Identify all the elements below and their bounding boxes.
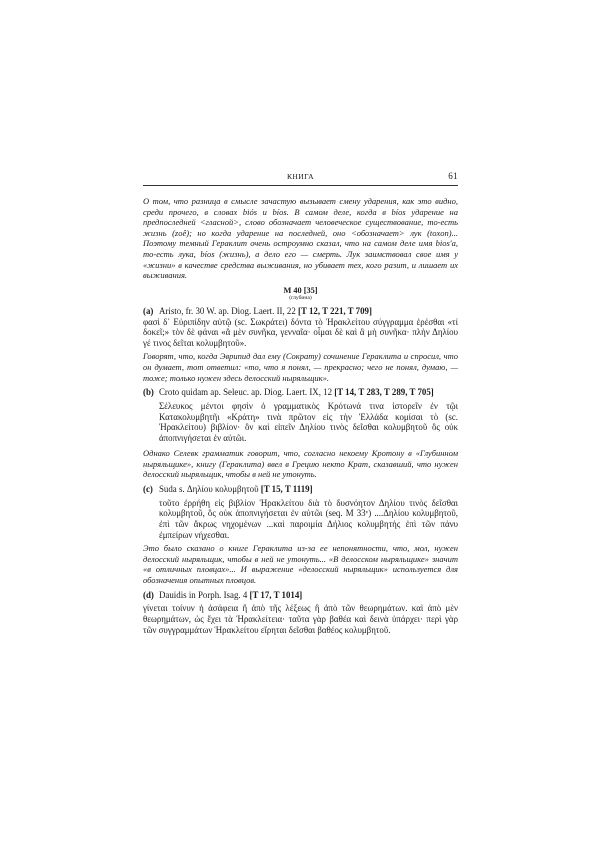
source-label: (a): [143, 305, 154, 316]
citation-text: Croto quidam ap. Seleuc. ap. Diog. Laert. IX, 12: [159, 387, 335, 398]
testimonia-refs: [T 17, T 1014]: [249, 589, 303, 600]
fragment-subheading: (глубина): [289, 294, 312, 301]
translation-text: Говорят, что, когда Эврипид дал ему (Сократу) сочинение Гераклита и спросил, что он думает, тот ответил: «то, что я понял, — прекрасно; чего не понял, думаю, — тоже; только нужен здесь делосский ныряльщик».: [143, 351, 458, 383]
citation-text: Aristo, fr. 30 W. ap. Diog. Laert. II, 22: [159, 305, 299, 316]
source-label: (d): [143, 589, 154, 600]
source-citation: [143, 484, 458, 495]
source-label: (c): [143, 484, 153, 495]
testimonia-refs: [T 15, T 1119]: [260, 484, 313, 495]
greek-text: γίνεται τοίνυν ἡ ἀσάφεια ἢ ἀπὸ τῆς λέξεως ἢ ἀπὸ τῶν θεωρημάτων. καὶ ἀπὸ μὲν θεωρημάτων, ὡς ἔχει τὰ Ἡρακλείτεια· ταῦτα γὰρ βαθέα καὶ δεινὰ ὑπάρχει· περὶ γὰρ τῶν συγγραμμάτων Ἡρακλείτου εἴρηται δεῖσθαι βαθέος κολυμβητοῦ.: [143, 603, 458, 635]
greek-text: Σέλευκος μέντοι φησὶν ὁ γραμματικὸς Κρότωνά τινα ἱστορεῖν ἐν τῷι Κατακολυμβητῆι «Κράτη» τινὰ πρῶτον εἰς τὴν Ἑλλάδα κομίσαι τὸ (sc. Ἡρακλείτου) βιβλίον· ὃν καὶ εἰπεῖν Δηλίου τινὸς δεῖσθαι κολυμβητοῦ ὃς οὐκ ἀποπνιγήσεται ἐν αὐτῶι.: [159, 400, 458, 443]
testimonia-refs: [T 14, T 283, T 289, T 705]: [334, 387, 434, 398]
running-title: КНИГА: [286, 172, 315, 181]
translation-text: Однако Селевк грамматик говорит, что, согласно некоему Кротону в «Глубинном ныряльщике», книгу (Гераклита) ввел в Грецию некто Крат, сказавший, что нужен делосский ныряльщик, чтобы в ней не утонуть.: [143, 448, 458, 480]
running-header: [143, 171, 458, 186]
source-label: (b): [143, 387, 154, 398]
source-citation: [143, 306, 458, 317]
intro-paragraph: О том, что разница в смысле зачастую вызывает смену ударения, как это видно, среди прочего, в словах biós и bíos. В самом деле, когда в bíos ударение на предпоследней <гласной>, слово обозначает человеческое существование, то-есть жизнь (zoê); но когда ударение на последней, оно <обозначает> лук (toxon)... Поэтому темный Гераклит очень остроумно сказал, что на самом деле имя bios'a, то-есть лука, bíos (жизнь), а дело его — смерть. Лук заимствовал свое имя у «жизни» в качестве средства выживания, но убивает тех, кого разит, и лишает их выживания.: [143, 196, 458, 281]
greek-text: φασὶ δ᾽ Εὐριπίδην αὐτῷ (sc. Σωκράτει) δόντα τὸ Ἡρακλείτου σύγγραμμα ἐρέσθαι «τί δοκεῖ;» τὸν δὲ φάναι «ἃ μὲν συνῆκα, γενναῖα· οἶμαι δὲ καὶ ἃ μὴ συνῆκα· πλὴν Δηλίου γέ τινος δεῖται κολυμβητοῦ».: [143, 316, 458, 348]
page-body: [143, 190, 458, 635]
greek-text: τοῦτο ἐρρήθη εἰς βιβλίον Ἡρακλείτου διὰ τὸ δυσνόητον Δηλίου τινὸς δεῖσθαι κολυμβητοῦ, ὃς οὐκ ἀποπνιγήσεται ἐν αὐτῶι (seq. M 33ᵛ) ....Δηλίου κολυμβητοῦ, ἐπὶ τῶν ἄκρως νηχομένων ...καὶ παροιμία Δήλιος κολυμβητής ἐπὶ τῶν πάνυ ἐμπείρων νήχεσθαι.: [159, 497, 458, 540]
citation-text: Dauidis in Porph. Isag. 4: [159, 589, 250, 600]
source-citation: [143, 387, 458, 398]
page-number: 61: [448, 171, 458, 181]
translation-text: Это было сказано о книге Гераклита из-за ее непонятности, что, мол, нужен делосский ныряльщик, чтобы в ней не утонуть... «В делосском ныряльщике» значит «в отличных пловцах»... И выражение «делосский ныряльщик» используется для обозначения опытных пловцов.: [143, 543, 458, 586]
fragment-heading: M 40 [35]: [283, 285, 318, 295]
citation-text: Suda s. Δηλίου κολυμβητοῦ: [159, 484, 261, 495]
source-citation: [143, 590, 458, 601]
testimonia-refs: [T 12, T 221, T 709]: [298, 305, 372, 316]
